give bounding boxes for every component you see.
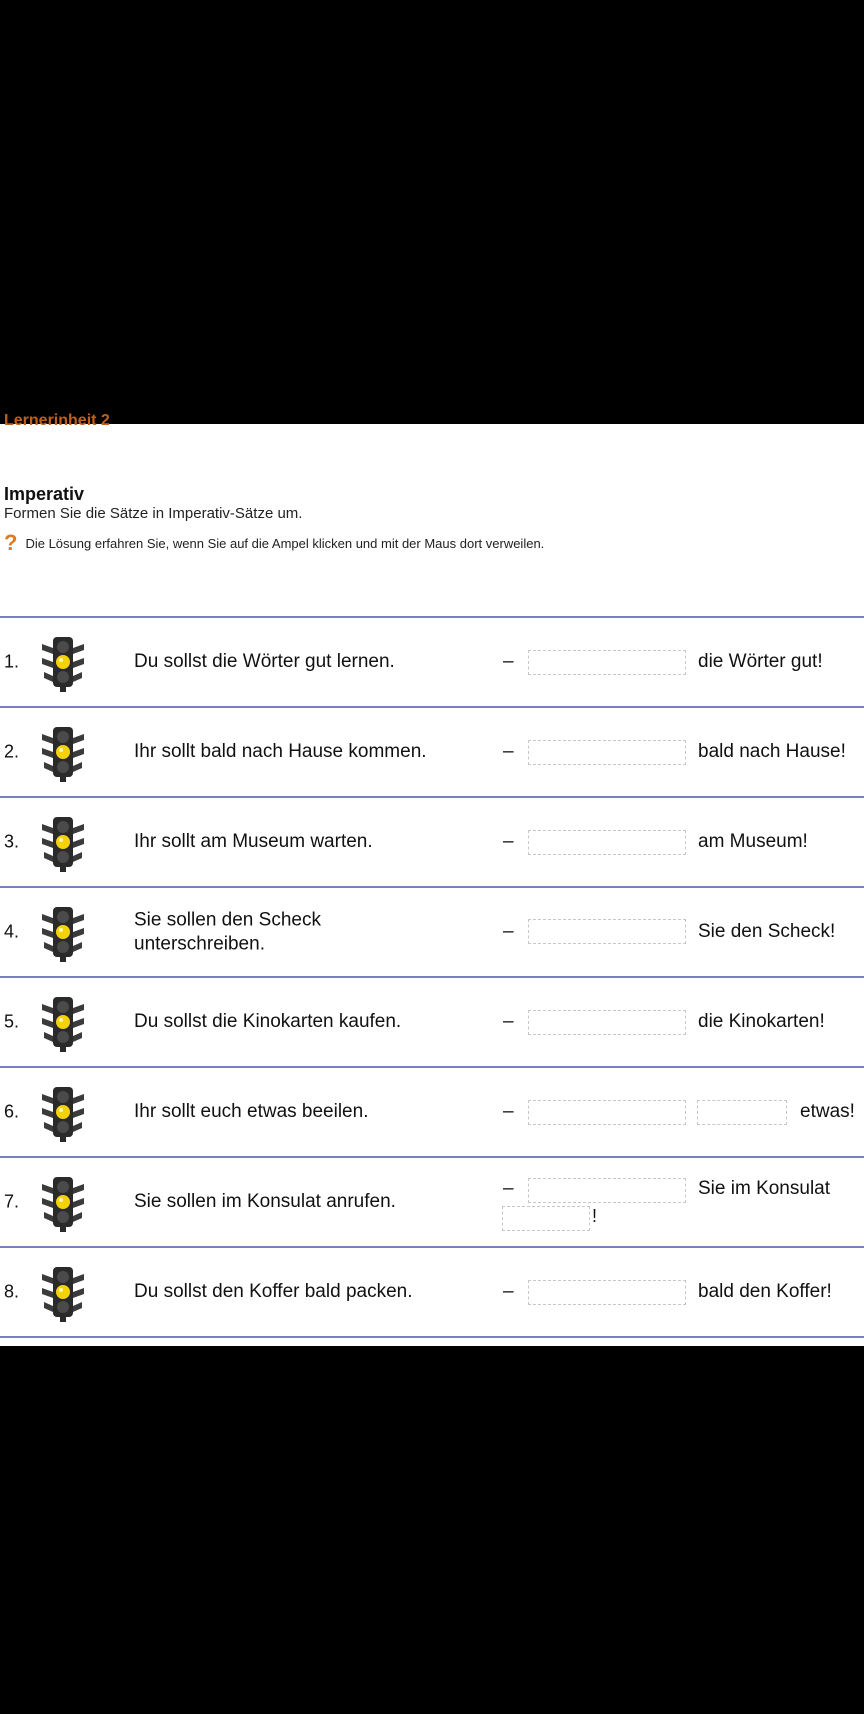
traffic-light-icon[interactable] <box>36 992 90 1052</box>
exercise-sentence: Ihr sollt bald nach Hause kommen. <box>134 741 427 763</box>
exercise-row-7 <box>0 1158 864 1246</box>
exercise-number: 2. <box>4 741 20 762</box>
page-title: Imperativ <box>4 484 85 504</box>
traffic-light-icon[interactable] <box>36 1082 90 1142</box>
dash: – <box>503 831 514 852</box>
exercise-number: 5. <box>4 1011 20 1032</box>
exercise-row-5 <box>0 978 864 1066</box>
exercise-number: 1. <box>4 651 20 672</box>
answer-input[interactable] <box>528 1010 686 1035</box>
exercise-row-6 <box>0 1068 864 1156</box>
exercise-sentence: Du sollst die Kinokarten kaufen. <box>134 1011 402 1033</box>
exercise-number: 7. <box>4 1191 20 1212</box>
answer-input[interactable] <box>528 650 686 675</box>
exercise-sentence: Sie sollen den Scheck unterschreiben. <box>134 909 321 954</box>
answer-input[interactable] <box>528 830 686 855</box>
exercise-number: 8. <box>4 1281 20 1302</box>
traffic-light-icon[interactable] <box>36 902 90 962</box>
traffic-light-icon[interactable] <box>36 1262 90 1322</box>
exercise-row-3 <box>0 798 864 886</box>
sentence-rest: Sie den Scheck! <box>698 921 836 942</box>
cut-off-heading: Lernerinheit 2 <box>4 412 110 429</box>
dash: – <box>503 1011 514 1032</box>
traffic-light-icon[interactable] <box>36 632 90 692</box>
dash: – <box>503 741 514 762</box>
traffic-light-icon[interactable] <box>36 1172 90 1232</box>
answer-input[interactable] <box>528 1280 686 1305</box>
answer-input[interactable] <box>528 740 686 765</box>
dash: – <box>503 651 514 672</box>
exercise-sentence: Du sollst den Koffer bald packen. <box>134 1281 413 1303</box>
exercise-row-4 <box>0 888 864 976</box>
dash: – <box>503 1101 514 1122</box>
exercise-row-2 <box>0 708 864 796</box>
answer-input[interactable] <box>528 919 686 944</box>
exercise-row-8 <box>0 1248 864 1336</box>
exercise-number: 6. <box>4 1101 20 1122</box>
answer-input[interactable] <box>528 1178 686 1203</box>
exercise-row-1 <box>0 618 864 706</box>
dash: – <box>503 1281 514 1302</box>
sentence-rest: am Museum! <box>698 831 808 852</box>
hint-text: Die Lösung erfahren Sie, wenn Sie auf die Ampel klicken und mit der Maus dort verweilen. <box>25 535 545 551</box>
sentence-rest: bald den Koffer! <box>698 1281 832 1302</box>
exercise-number: 3. <box>4 831 20 852</box>
answer-input-2[interactable] <box>502 1206 590 1231</box>
dash: – <box>503 1178 514 1199</box>
hint-line <box>4 532 544 554</box>
sentence-rest: die Wörter gut! <box>698 651 823 672</box>
exercise-sentence: Sie sollen im Konsulat anrufen. <box>134 1191 396 1213</box>
sentence-end: ! <box>592 1206 598 1226</box>
exercise-sentence: Ihr sollt am Museum warten. <box>134 831 373 853</box>
exercise-sentence: Du sollst die Wörter gut lernen. <box>134 651 395 673</box>
page-subtitle: Formen Sie die Sätze in Imperativ-Sätze um. <box>4 505 303 522</box>
answer-input[interactable] <box>528 1100 686 1125</box>
question-mark-icon: ? <box>4 530 18 555</box>
worksheet-page <box>0 412 864 1346</box>
exercise-list <box>0 616 864 1338</box>
sentence-rest: Sie im Konsulat <box>698 1178 831 1199</box>
traffic-light-icon[interactable] <box>36 812 90 872</box>
sentence-rest: die Kinokarten! <box>698 1011 825 1032</box>
answer-input-2[interactable] <box>697 1100 787 1125</box>
traffic-light-icon[interactable] <box>36 722 90 782</box>
exercise-sentence: Ihr sollt euch etwas beeilen. <box>134 1101 369 1123</box>
exercise-number: 4. <box>4 921 20 942</box>
dash: – <box>503 921 514 942</box>
divider <box>0 1336 864 1338</box>
sentence-rest: bald nach Hause! <box>698 741 846 762</box>
sentence-rest: etwas! <box>800 1101 855 1122</box>
